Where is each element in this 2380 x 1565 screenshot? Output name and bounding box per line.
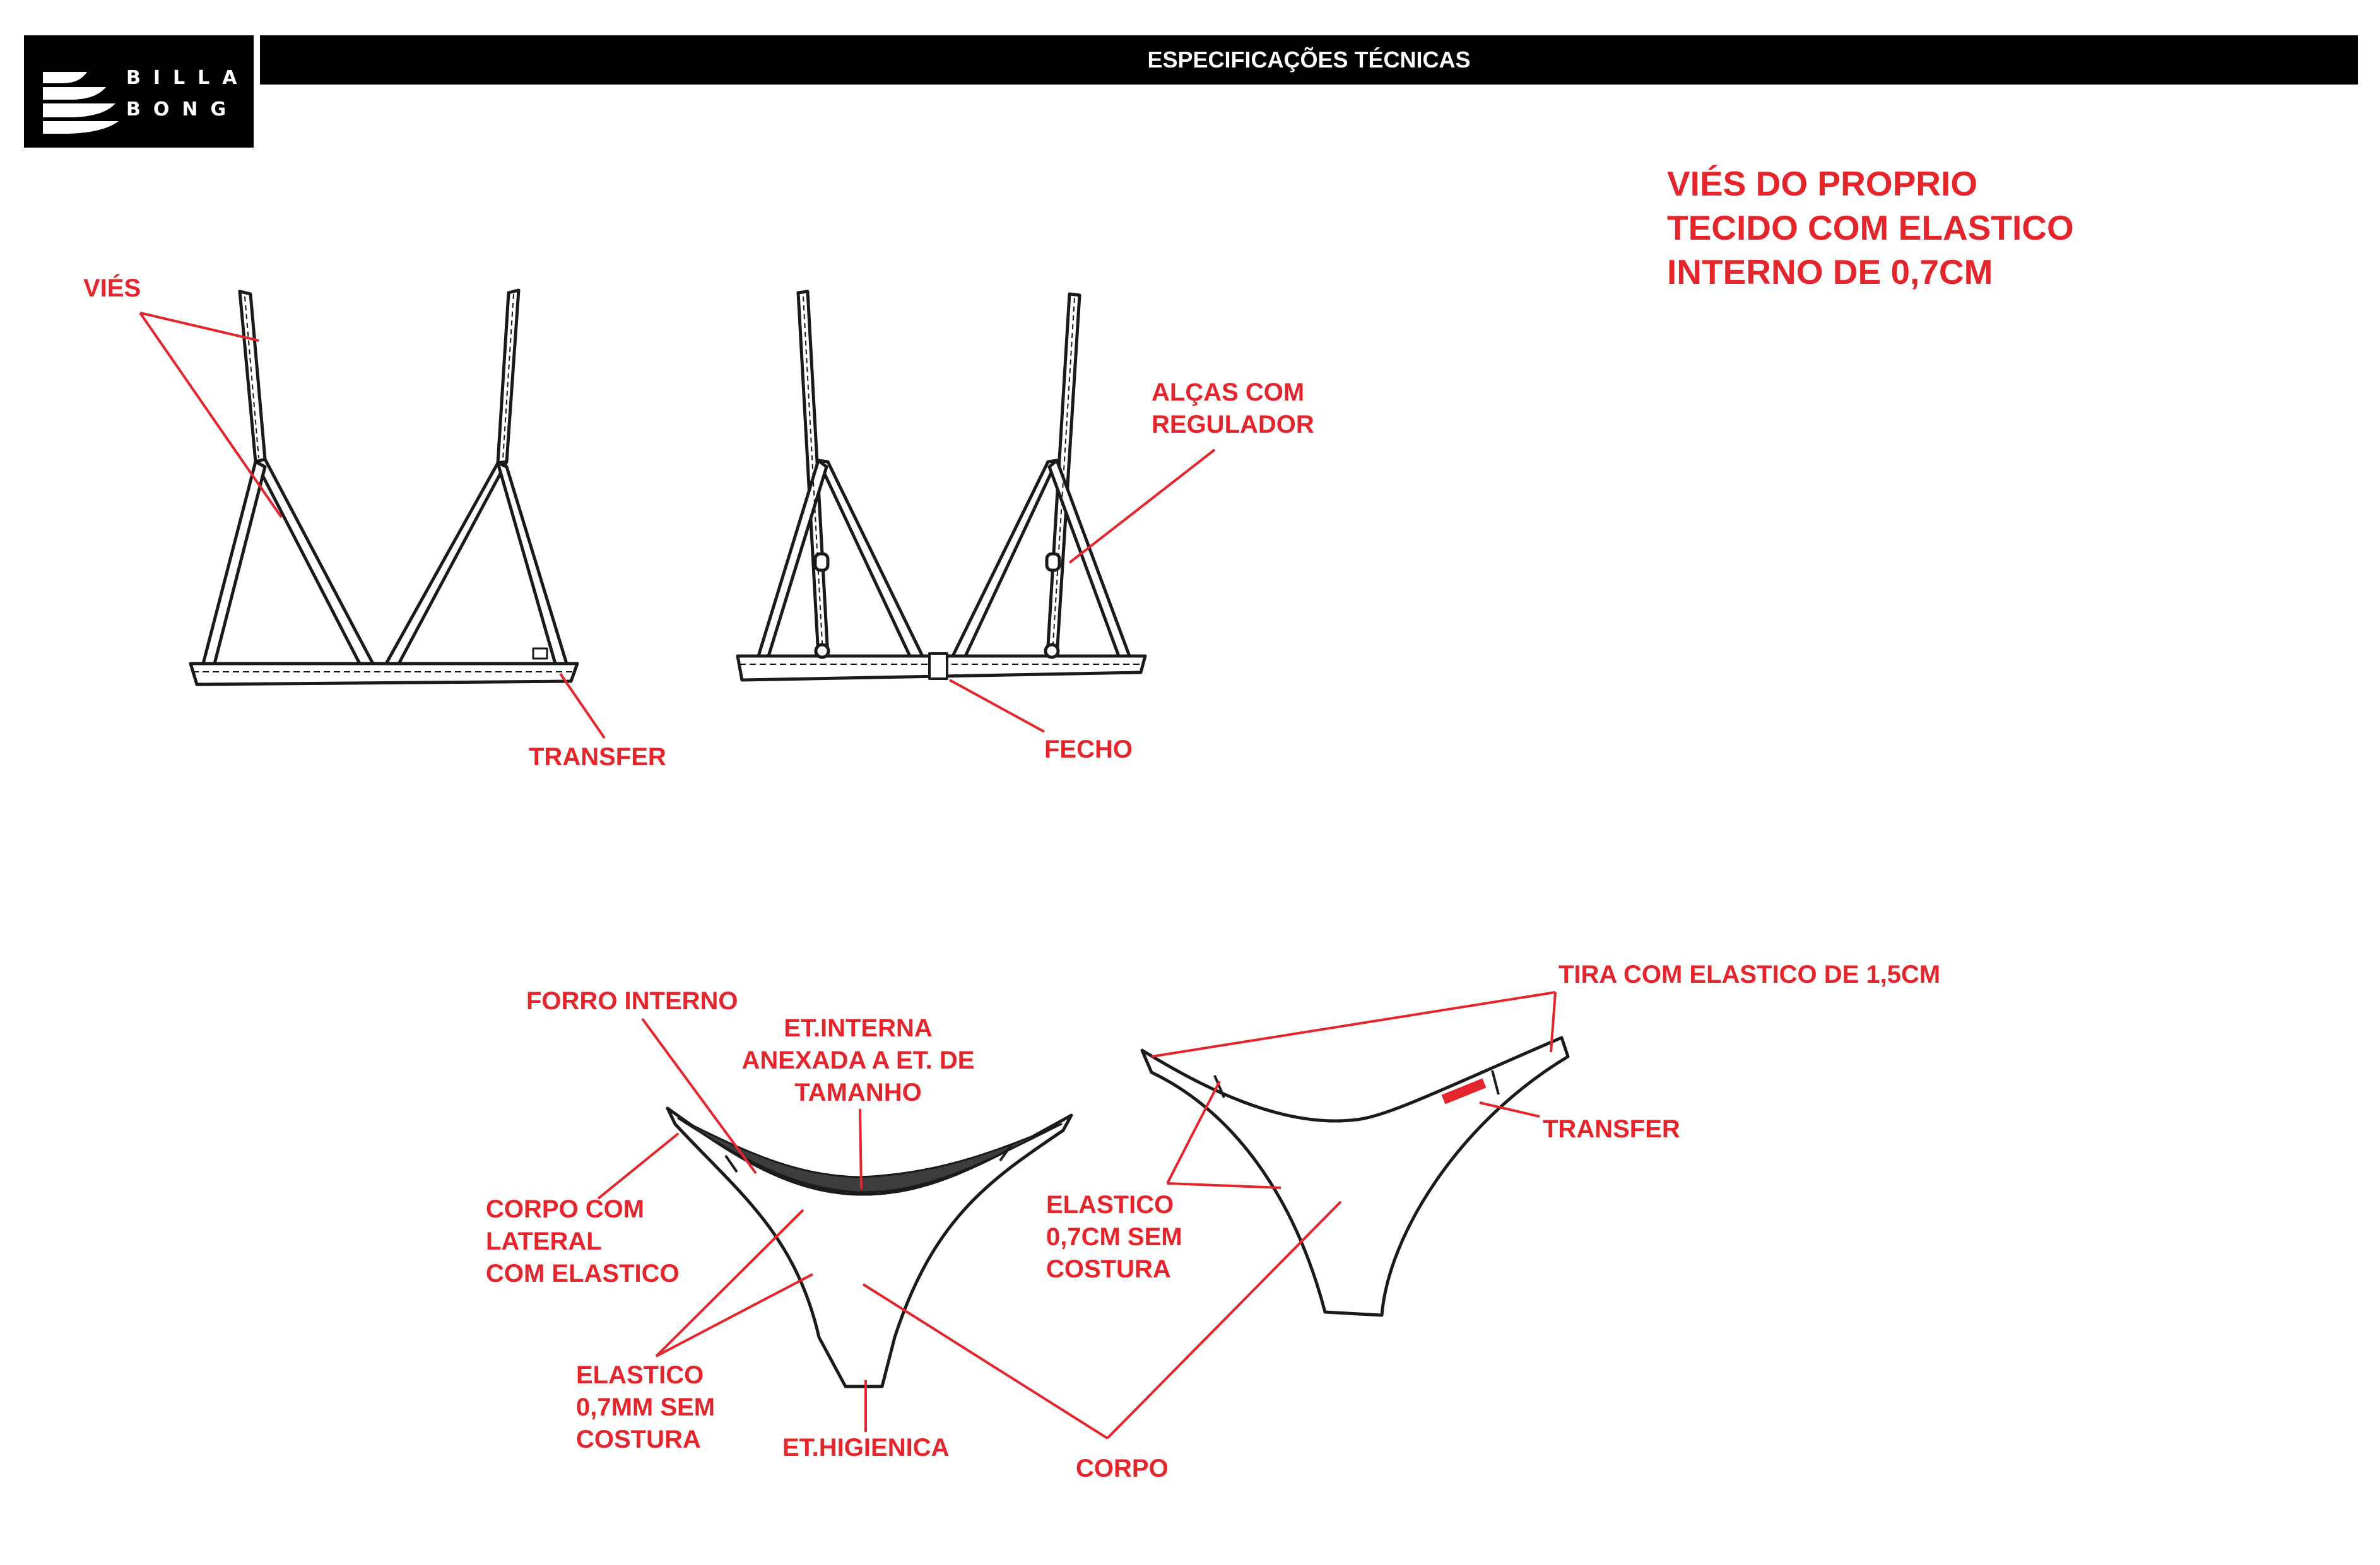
label-vies: VIÉS: [83, 274, 141, 302]
top-back-drawing: [738, 291, 1145, 680]
label-line: COSTURA: [576, 1426, 701, 1453]
label-fecho: FECHO: [1044, 736, 1133, 763]
label-line: ET.INTERNA: [784, 1014, 933, 1042]
label-corpo-lateral: [486, 1193, 680, 1290]
label-line: COSTURA: [1046, 1255, 1171, 1283]
label-line: 0,7CM SEM: [1046, 1223, 1182, 1251]
label-transfer-bottom: TRANSFER: [1543, 1115, 1680, 1143]
bottom-back-drawing: [1142, 1038, 1568, 1315]
fabric-note-line: TECIDO COM ELASTICO: [1667, 208, 2074, 247]
label-line: ELASTICO: [576, 1361, 704, 1389]
label-line: ALÇAS COM: [1152, 378, 1305, 406]
fabric-note-line: INTERNO DE 0,7CM: [1667, 252, 1993, 291]
label-corpo: CORPO: [1076, 1455, 1169, 1482]
top-front-drawing: [191, 290, 577, 684]
brand-name-line1: BILLA: [126, 67, 250, 89]
label-tira-elastico: TIRA COM ELASTICO DE 1,5CM: [1558, 961, 1941, 988]
page-title: ESPECIFICAÇÕES TÉCNICAS: [1147, 47, 1471, 73]
bottom-front-drawing: [668, 1108, 1071, 1386]
label-line: 0,7MM SEM: [576, 1393, 716, 1421]
label-alcas-regulador: [1152, 377, 1314, 441]
label-elastico-back: [1046, 1189, 1182, 1286]
label-line: TAMANHO: [794, 1079, 922, 1106]
label-line: LATERAL: [486, 1228, 602, 1255]
fabric-note: [1667, 161, 2074, 294]
label-line: ELASTICO: [1046, 1191, 1174, 1219]
label-et-higienica: ET.HIGIENICA: [782, 1434, 950, 1462]
label-line: COM ELASTICO: [486, 1260, 680, 1287]
label-line: CORPO COM: [486, 1195, 645, 1223]
label-forro-interno: FORRO INTERNO: [526, 987, 738, 1015]
label-line: REGULADOR: [1152, 411, 1314, 438]
label-elastico-front: [576, 1359, 715, 1456]
brand-name-line2: BONG: [126, 98, 239, 120]
label-et-interna: [726, 1012, 991, 1109]
fabric-note-line: VIÉS DO PROPRIO: [1667, 164, 1978, 203]
label-transfer-top: TRANSFER: [529, 743, 666, 771]
label-line: ANEXADA A ET. DE: [741, 1046, 975, 1074]
